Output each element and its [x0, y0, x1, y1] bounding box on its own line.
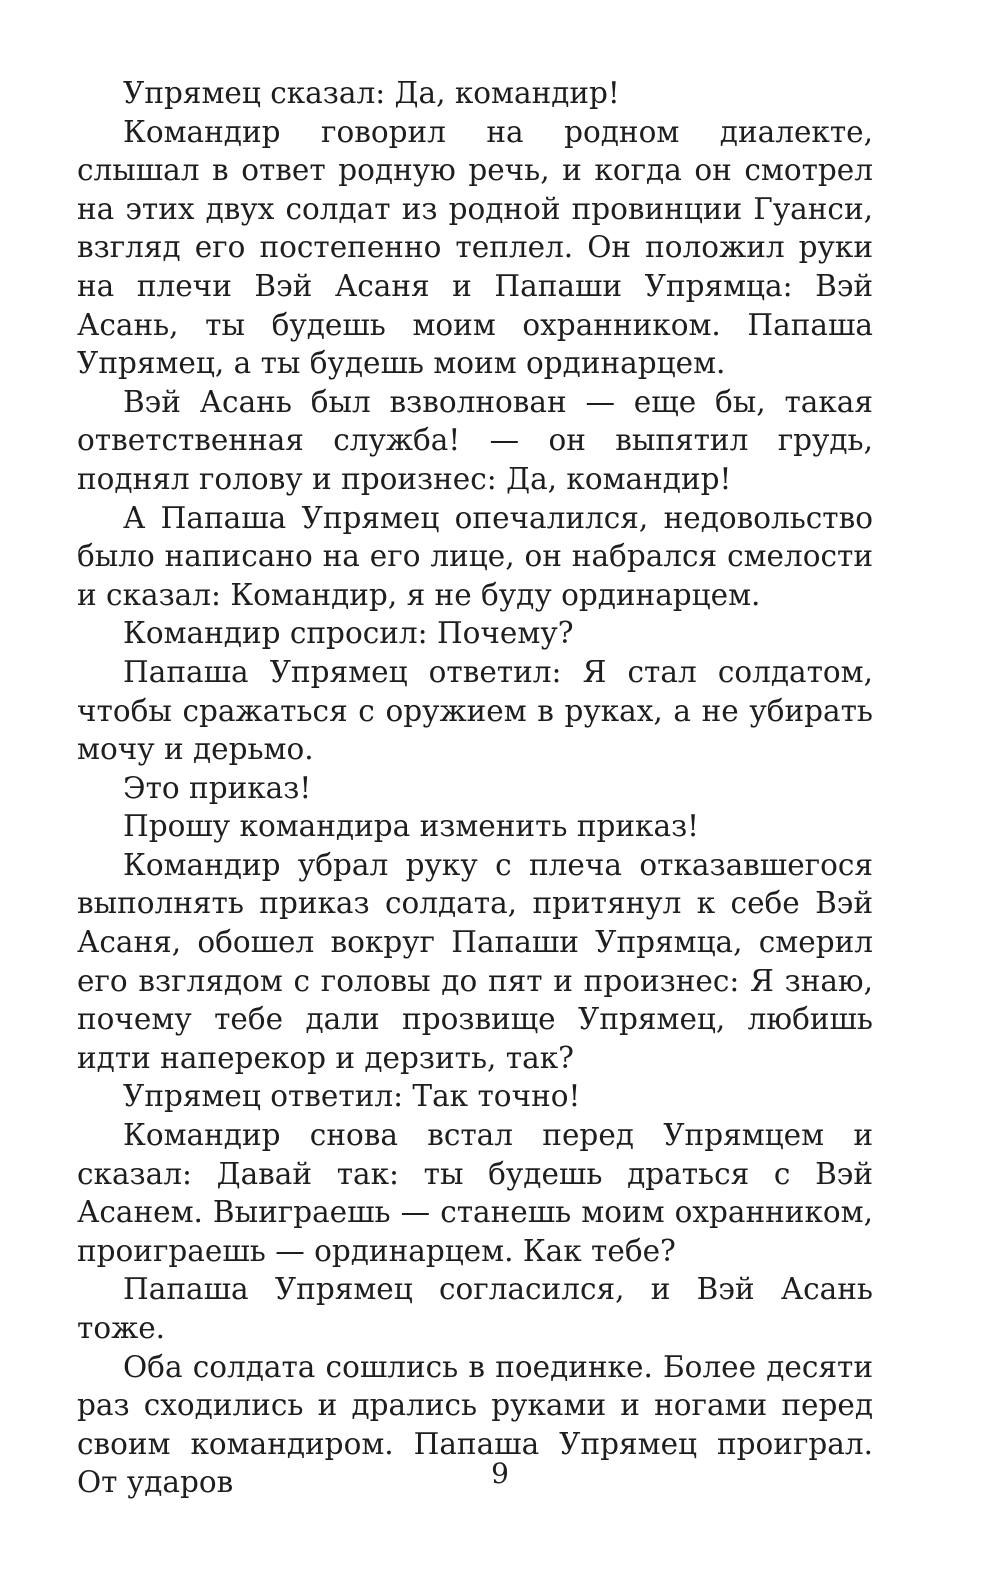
- paragraph: Вэй Асань был взволнован — еще бы, такая ответственная служба! — он выпятил грудь, поднял голову и произнес: Да, командир!: [77, 384, 873, 496]
- paragraph: Прошу командира изменить приказ!: [123, 809, 700, 844]
- paragraph: А Папаша Упрямец опечалился, недовольство было написано на его лице, он набрался смелости и сказал: Командир, я не буду ординарцем.: [77, 500, 873, 612]
- page-body: [77, 74, 873, 1502]
- paragraph: Это приказ!: [123, 770, 312, 805]
- paragraph: Командир спросил: Почему?: [123, 616, 574, 651]
- paragraph: Оба солдата сошлись в поединке. Более десяти раз сходились и дрались руками и ногами перед своим командиром. Папаша Упрямец проиграл. От ударов: [77, 1349, 873, 1500]
- paragraph: Упрямец сказал: Да, командир!: [123, 76, 620, 110]
- paragraph: Командир снова встал перед Упрямцем и сказал: Давай так: ты будешь драться с Вэй Асанем. Выиграешь — станешь моим охранником, проиграешь — ординарцем. Как тебе?: [77, 1118, 873, 1268]
- paragraph: Упрямец ответил: Так точно!: [123, 1079, 581, 1114]
- paragraph: Папаша Упрямец ответил: Я стал солдатом, чтобы сражаться с оружием в руках, а не убирать мочу и дерьмо.: [77, 654, 873, 767]
- paragraph: Командир говорил на родном диалекте, слышал в ответ родную речь, и когда он смотрел на этих двух солдат из родной провинции Гуанси, взгляд его постепенно теплел. Он положил руки на плечи Вэй Асаня и Папаши Упрямца: Вэй Асань, ты будешь моим охранником. Папаша Упрямец, а ты будешь моим ординарцем.: [77, 114, 873, 381]
- paragraph: Командир убрал руку с плеча отказавшегося выполнять приказ солдата, притянул к себе Вэй Асаня, обошел вокруг Папаши Упрямца, смерил его взглядом с головы до пят и произнес: Я знаю, почему тебе дали прозвище Упрямец, любишь идти наперекор и дерзить, так?: [77, 847, 873, 1075]
- page-number: 9: [491, 1457, 509, 1490]
- paragraph: Папаша Упрямец согласился, и Вэй Асань тоже.: [77, 1272, 873, 1345]
